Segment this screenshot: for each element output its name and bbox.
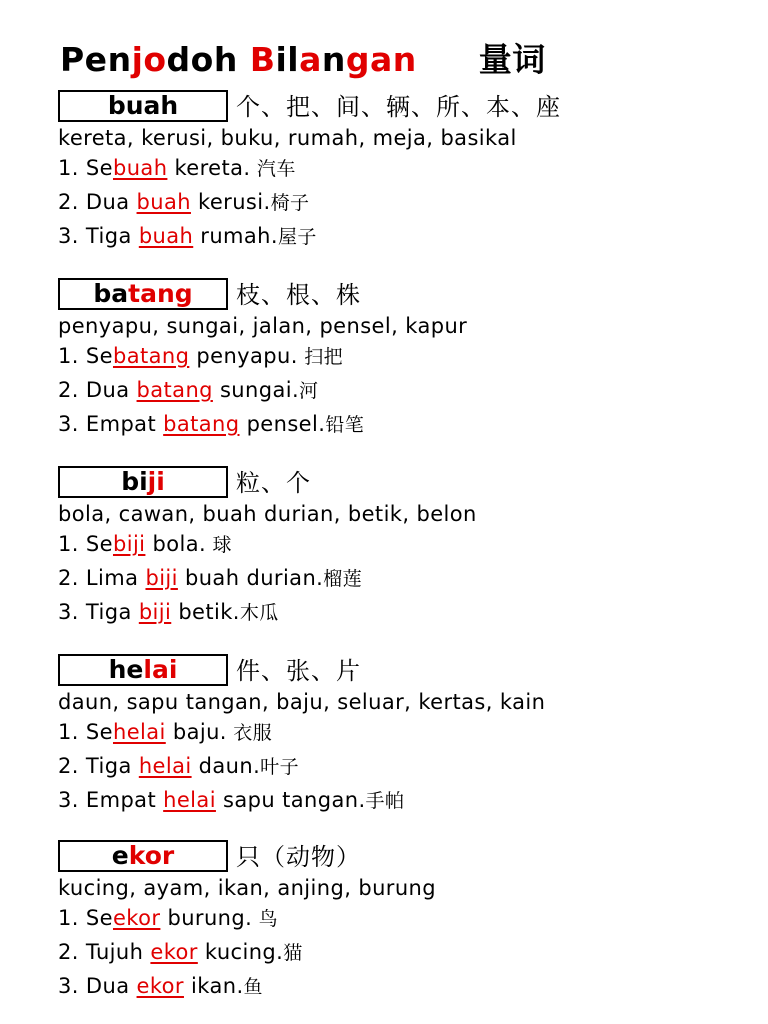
example-noun: pensel. [239, 412, 326, 436]
example-chinese: 猫 [283, 942, 303, 964]
classifier-word-part: bi [121, 467, 148, 496]
example-prefix: Lima [85, 566, 146, 590]
example-sentence [58, 970, 748, 1004]
example-noun: penyapu. [189, 344, 298, 368]
title-part: gan [345, 40, 417, 79]
example-noun: ikan. [183, 974, 244, 998]
example-noun: kereta. [167, 156, 251, 180]
example-sentence [58, 220, 748, 254]
classifier-word-part: tang [128, 279, 193, 308]
example-sentence [58, 562, 748, 596]
example-sentence [58, 152, 748, 186]
example-sentence [58, 408, 748, 442]
example-sentence [58, 374, 748, 408]
example-sentence [58, 784, 748, 818]
example-prefix: Dua [85, 190, 137, 214]
noun-list: bola, cawan, buah durian, betik, belon [58, 502, 477, 526]
section-helai [58, 654, 748, 818]
example-noun: kucing. [197, 940, 284, 964]
noun-list: daun, sapu tangan, baju, seluar, kertas, kain [58, 690, 546, 714]
example-number: 1. [58, 532, 79, 556]
example-prefix: Se [85, 532, 113, 556]
example-prefix: Empat [85, 788, 164, 812]
example-classifier: buah [112, 156, 168, 180]
example-chinese: 鸟 [252, 908, 279, 930]
classifier-word-part: ba [93, 279, 129, 308]
example-number: 1. [58, 344, 79, 368]
example-prefix: Se [85, 344, 113, 368]
example-prefix: Empat [85, 412, 164, 436]
classifier-chinese: 枝、根、株 [236, 281, 361, 309]
example-chinese: 手帕 [365, 790, 405, 812]
example-prefix: Tiga [85, 754, 139, 778]
example-sentence [58, 750, 748, 784]
example-chinese: 汽车 [250, 158, 296, 180]
example-classifier: helai [138, 754, 192, 778]
title-part: doh [166, 40, 250, 79]
example-chinese: 鱼 [243, 976, 263, 998]
example-number: 1. [58, 156, 79, 180]
example-classifier: batang [163, 412, 240, 436]
classifier-chinese: 粒、个 [236, 469, 311, 497]
example-classifier: ekor [112, 906, 161, 930]
classifier-word-part: ji [147, 467, 165, 496]
example-chinese: 衣服 [226, 722, 273, 744]
example-noun: daun. [191, 754, 261, 778]
example-chinese: 铅笔 [325, 414, 365, 436]
example-noun: sapu tangan. [215, 788, 366, 812]
section-buah [58, 90, 748, 254]
example-sentence [58, 596, 748, 630]
example-noun: sungai. [212, 378, 300, 402]
classifier-word-part: e [111, 841, 129, 870]
example-number: 3. [58, 412, 79, 436]
classifier-chinese: 件、张、片 [236, 657, 361, 685]
example-number: 2. [58, 754, 79, 778]
example-chinese: 椅子 [270, 192, 310, 214]
noun-list: kucing, ayam, ikan, anjing, burung [58, 876, 436, 900]
example-classifier: biji [112, 532, 146, 556]
noun-list: kereta, kerusi, buku, rumah, meja, basikal [58, 126, 517, 150]
example-prefix: Dua [85, 974, 137, 998]
example-noun: burung. [160, 906, 253, 930]
classifier-chinese: 只（动物） [236, 843, 361, 871]
example-number: 1. [58, 906, 79, 930]
classifier-box [58, 466, 228, 498]
title-malay [60, 40, 429, 79]
section-batang [58, 278, 748, 442]
example-sentence [58, 528, 748, 562]
classifier-box [58, 278, 228, 310]
example-classifier: buah [138, 224, 194, 248]
example-classifier: batang [112, 344, 190, 368]
page-title [60, 34, 546, 81]
title-part: B [249, 40, 276, 79]
example-number: 3. [58, 974, 79, 998]
classifier-chinese: 个、把、间、辆、所、本、座 [236, 93, 561, 121]
example-sentence [58, 716, 748, 750]
example-prefix: Tiga [85, 600, 139, 624]
classifier-word-part: he [108, 655, 144, 684]
section-biji [58, 466, 748, 630]
example-number: 3. [58, 224, 79, 248]
section-ekor [58, 840, 748, 1004]
title-part: il [275, 40, 300, 79]
example-prefix: Dua [85, 378, 137, 402]
example-classifier: batang [136, 378, 213, 402]
classifier-box [58, 654, 228, 686]
example-classifier: helai [112, 720, 166, 744]
example-noun: rumah. [193, 224, 278, 248]
title-chinese: 量词 [478, 40, 546, 79]
example-chinese: 球 [206, 534, 232, 556]
example-prefix: Tujuh [85, 940, 151, 964]
example-chinese: 河 [299, 380, 319, 402]
example-sentence [58, 340, 748, 374]
example-noun: kerusi. [190, 190, 271, 214]
example-number: 2. [58, 566, 79, 590]
example-number: 1. [58, 720, 79, 744]
example-noun: betik. [171, 600, 240, 624]
example-sentence [58, 186, 748, 220]
example-prefix: Se [85, 906, 113, 930]
example-prefix: Se [85, 720, 113, 744]
example-chinese: 扫把 [297, 346, 344, 368]
classifier-box [58, 840, 228, 872]
example-number: 3. [58, 600, 79, 624]
example-chinese: 榴莲 [323, 568, 363, 590]
example-classifier: helai [163, 788, 216, 812]
example-chinese: 叶子 [260, 756, 299, 778]
example-chinese: 木瓜 [239, 602, 279, 624]
example-number: 2. [58, 940, 79, 964]
classifier-word-part: kor [128, 841, 175, 870]
example-classifier: biji [145, 566, 178, 590]
classifier-word-part: buah [107, 91, 179, 120]
example-number: 3. [58, 788, 79, 812]
example-chinese: 屋子 [277, 226, 317, 248]
example-noun: bola. [145, 532, 207, 556]
example-classifier: buah [136, 190, 191, 214]
example-number: 2. [58, 190, 79, 214]
example-classifier: ekor [150, 940, 198, 964]
example-noun: baju. [165, 720, 227, 744]
classifier-word-part: lai [143, 655, 178, 684]
example-prefix: Se [85, 156, 113, 180]
noun-list: penyapu, sungai, jalan, pensel, kapur [58, 314, 468, 338]
example-sentence [58, 902, 748, 936]
example-sentence [58, 936, 748, 970]
title-part: jo [131, 40, 167, 79]
example-noun: buah durian. [177, 566, 324, 590]
classifier-box [58, 90, 228, 122]
example-number: 2. [58, 378, 79, 402]
title-part: Pen [60, 40, 132, 79]
example-classifier: biji [138, 600, 172, 624]
example-classifier: ekor [136, 974, 184, 998]
example-prefix: Tiga [85, 224, 139, 248]
title-part: n [321, 40, 346, 79]
title-part: a [299, 40, 322, 79]
